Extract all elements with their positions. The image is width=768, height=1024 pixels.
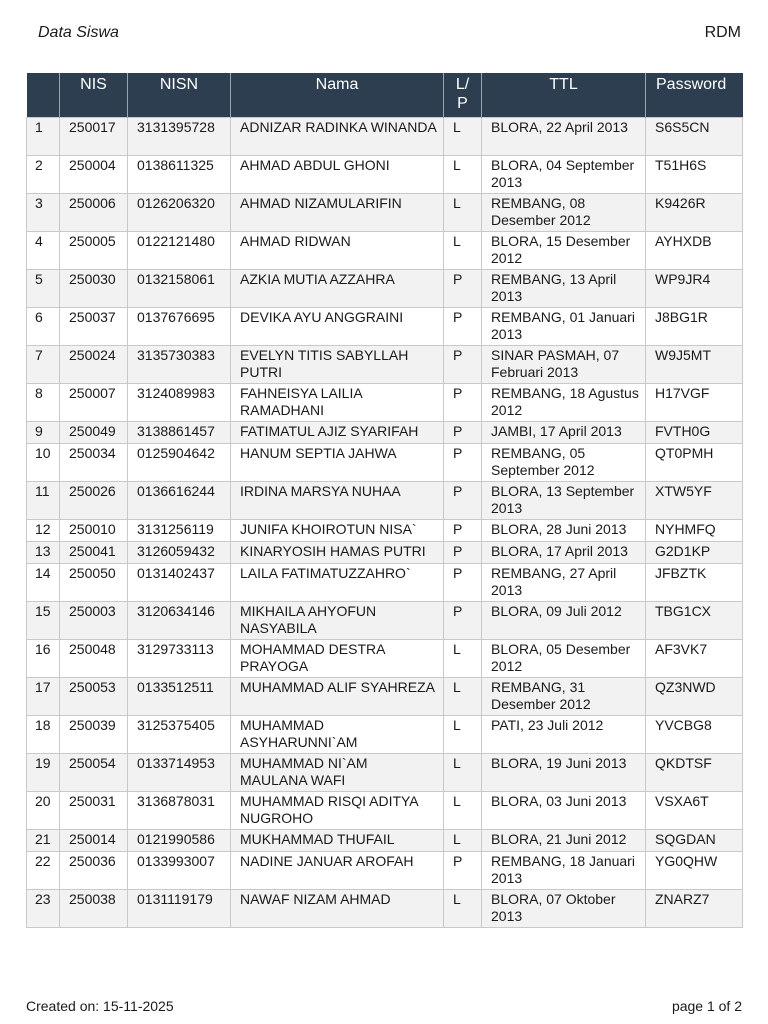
gender-cell: L: [444, 156, 482, 194]
nisn-cell: 0133714953: [128, 754, 231, 792]
table-row: [27, 270, 743, 308]
table-row: [27, 640, 743, 678]
password-cell: K9426R: [646, 194, 743, 232]
row-number-cell: 10: [27, 444, 60, 482]
birth-place-date-cell: JAMBI, 17 April 2013: [482, 422, 646, 444]
row-number-cell: 13: [27, 542, 60, 564]
gender-cell: P: [444, 422, 482, 444]
birth-place-date-cell: BLORA, 22 April 2013: [482, 118, 646, 156]
column-header-nis: NIS: [60, 73, 128, 118]
nis-cell: 250014: [60, 830, 128, 852]
row-number-cell: 15: [27, 602, 60, 640]
name-cell: MUHAMMAD ALIF SYAHREZA: [231, 678, 444, 716]
table-row: [27, 232, 743, 270]
row-number-cell: 17: [27, 678, 60, 716]
gender-cell: P: [444, 542, 482, 564]
table-row: [27, 194, 743, 232]
password-cell: YG0QHW: [646, 852, 743, 890]
nis-cell: 250053: [60, 678, 128, 716]
password-cell: JFBZTK: [646, 564, 743, 602]
gender-cell: P: [444, 346, 482, 384]
birth-place-date-cell: REMBANG, 05 September 2012: [482, 444, 646, 482]
row-number-cell: 7: [27, 346, 60, 384]
row-number-cell: 8: [27, 384, 60, 422]
created-on-text: Created on: 15-11-2025: [26, 998, 174, 1014]
name-cell: HANUM SEPTIA JAHWA: [231, 444, 444, 482]
name-cell: MIKHAILA AHYOFUN NASYABILA: [231, 602, 444, 640]
table-row: [27, 444, 743, 482]
birth-place-date-cell: BLORA, 05 Desember 2012: [482, 640, 646, 678]
gender-cell: P: [444, 444, 482, 482]
birth-place-date-cell: BLORA, 03 Juni 2013: [482, 792, 646, 830]
row-number-cell: 22: [27, 852, 60, 890]
gender-cell: L: [444, 194, 482, 232]
birth-place-date-cell: REMBANG, 27 April 2013: [482, 564, 646, 602]
nisn-cell: 3125375405: [128, 716, 231, 754]
gender-cell: P: [444, 602, 482, 640]
nisn-cell: 0132158061: [128, 270, 231, 308]
nisn-cell: 3120634146: [128, 602, 231, 640]
gender-cell: P: [444, 270, 482, 308]
nis-cell: 250017: [60, 118, 128, 156]
column-header-gender: [444, 73, 482, 118]
row-number-cell: 11: [27, 482, 60, 520]
password-cell: W9J5MT: [646, 346, 743, 384]
nis-cell: 250006: [60, 194, 128, 232]
name-cell: NADINE JANUAR AROFAH: [231, 852, 444, 890]
gender-cell: L: [444, 118, 482, 156]
row-number-cell: 12: [27, 520, 60, 542]
birth-place-date-cell: REMBANG, 01 Januari 2013: [482, 308, 646, 346]
nis-cell: 250031: [60, 792, 128, 830]
password-cell: WP9JR4: [646, 270, 743, 308]
nis-cell: 250003: [60, 602, 128, 640]
nis-cell: 250050: [60, 564, 128, 602]
nisn-cell: 3131256119: [128, 520, 231, 542]
nisn-cell: 0131402437: [128, 564, 231, 602]
table-row: [27, 346, 743, 384]
gender-cell: P: [444, 520, 482, 542]
row-number-cell: 16: [27, 640, 60, 678]
row-number-cell: 18: [27, 716, 60, 754]
nis-cell: 250037: [60, 308, 128, 346]
nisn-cell: 0125904642: [128, 444, 231, 482]
table-row: [27, 830, 743, 852]
gender-cell: P: [444, 308, 482, 346]
gender-cell: P: [444, 384, 482, 422]
nis-cell: 250049: [60, 422, 128, 444]
nis-cell: 250007: [60, 384, 128, 422]
birth-place-date-cell: BLORA, 17 April 2013: [482, 542, 646, 564]
nisn-cell: 0121990586: [128, 830, 231, 852]
table-row: [27, 422, 743, 444]
birth-place-date-cell: BLORA, 07 Oktober 2013: [482, 890, 646, 928]
nis-cell: 250010: [60, 520, 128, 542]
birth-place-date-cell: BLORA, 19 Juni 2013: [482, 754, 646, 792]
nisn-cell: 3129733113: [128, 640, 231, 678]
birth-place-date-cell: BLORA, 13 September 2013: [482, 482, 646, 520]
table-row: [27, 542, 743, 564]
nisn-cell: 0133512511: [128, 678, 231, 716]
birth-place-date-cell: PATI, 23 Juli 2012: [482, 716, 646, 754]
nisn-cell: 0122121480: [128, 232, 231, 270]
name-cell: MUHAMMAD ASYHARUNNI`AM: [231, 716, 444, 754]
gender-cell: L: [444, 792, 482, 830]
gender-cell: L: [444, 640, 482, 678]
password-cell: QKDTSF: [646, 754, 743, 792]
password-cell: YVCBG8: [646, 716, 743, 754]
row-number-cell: 9: [27, 422, 60, 444]
nis-cell: 250026: [60, 482, 128, 520]
password-cell: SQGDAN: [646, 830, 743, 852]
nisn-cell: 0126206320: [128, 194, 231, 232]
password-cell: VSXA6T: [646, 792, 743, 830]
nisn-cell: 0136616244: [128, 482, 231, 520]
table-row: [27, 678, 743, 716]
column-header-nama: Nama: [231, 73, 444, 118]
nis-cell: 250034: [60, 444, 128, 482]
password-cell: S6S5CN: [646, 118, 743, 156]
nisn-cell: 0138611325: [128, 156, 231, 194]
document-title: Data Siswa: [38, 24, 119, 41]
name-cell: AHMAD RIDWAN: [231, 232, 444, 270]
table-body: [27, 118, 743, 928]
nis-cell: 250004: [60, 156, 128, 194]
column-header-no: [27, 73, 60, 118]
student-table: [26, 73, 743, 928]
nisn-cell: 3136878031: [128, 792, 231, 830]
nis-cell: 250054: [60, 754, 128, 792]
name-cell: NAWAF NIZAM AHMAD: [231, 890, 444, 928]
password-cell: QT0PMH: [646, 444, 743, 482]
row-number-cell: 19: [27, 754, 60, 792]
column-header-ttl: TTL: [482, 73, 646, 118]
table-row: [27, 156, 743, 194]
name-cell: KINARYOSIH HAMAS PUTRI: [231, 542, 444, 564]
table-row: [27, 308, 743, 346]
password-cell: NYHMFQ: [646, 520, 743, 542]
page-number-text: page 1 of 2: [671, 998, 742, 1014]
name-cell: FAHNEISYA LAILIA RAMADHANI: [231, 384, 444, 422]
table-row: [27, 754, 743, 792]
password-cell: QZ3NWD: [646, 678, 743, 716]
birth-place-date-cell: BLORA, 21 Juni 2012: [482, 830, 646, 852]
password-cell: TBG1CX: [646, 602, 743, 640]
nisn-cell: 0131119179: [128, 890, 231, 928]
nisn-cell: 3131395728: [128, 118, 231, 156]
password-cell: J8BG1R: [646, 308, 743, 346]
nis-cell: 250038: [60, 890, 128, 928]
password-cell: ZNARZ7: [646, 890, 743, 928]
name-cell: LAILA FATIMATUZZAHRO`: [231, 564, 444, 602]
nisn-cell: 3124089983: [128, 384, 231, 422]
name-cell: MUKHAMMAD THUFAIL: [231, 830, 444, 852]
password-cell: FVTH0G: [646, 422, 743, 444]
gender-cell: P: [444, 852, 482, 890]
password-cell: H17VGF: [646, 384, 743, 422]
name-cell: MUHAMMAD RISQI ADITYA NUGROHO: [231, 792, 444, 830]
password-cell: XTW5YF: [646, 482, 743, 520]
header-right-label: RDM: [704, 24, 741, 41]
nisn-cell: 0137676695: [128, 308, 231, 346]
name-cell: EVELYN TITIS SABYLLAH PUTRI: [231, 346, 444, 384]
table-row: [27, 852, 743, 890]
name-cell: MUHAMMAD NI`AM MAULANA WAFI: [231, 754, 444, 792]
row-number-cell: 6: [27, 308, 60, 346]
row-number-cell: 23: [27, 890, 60, 928]
name-cell: JUNIFA KHOIROTUN NISA`: [231, 520, 444, 542]
table-row: [27, 716, 743, 754]
birth-place-date-cell: BLORA, 09 Juli 2012: [482, 602, 646, 640]
birth-place-date-cell: REMBANG, 18 Agustus 2012: [482, 384, 646, 422]
row-number-cell: 5: [27, 270, 60, 308]
row-number-cell: 4: [27, 232, 60, 270]
name-cell: AHMAD NIZAMULARIFIN: [231, 194, 444, 232]
gender-cell: P: [444, 564, 482, 602]
birth-place-date-cell: REMBANG, 31 Desember 2012: [482, 678, 646, 716]
name-cell: AHMAD ABDUL GHONI: [231, 156, 444, 194]
table-row: [27, 482, 743, 520]
nis-cell: 250024: [60, 346, 128, 384]
gender-cell: P: [444, 482, 482, 520]
row-number-cell: 3: [27, 194, 60, 232]
name-cell: FATIMATUL AJIZ SYARIFAH: [231, 422, 444, 444]
gender-cell: L: [444, 754, 482, 792]
nis-cell: 250048: [60, 640, 128, 678]
row-number-cell: 20: [27, 792, 60, 830]
table-header-row: [27, 73, 743, 118]
gender-cell: L: [444, 830, 482, 852]
nisn-cell: 3126059432: [128, 542, 231, 564]
row-number-cell: 14: [27, 564, 60, 602]
nis-cell: 250039: [60, 716, 128, 754]
row-number-cell: 2: [27, 156, 60, 194]
birth-place-date-cell: REMBANG, 08 Desember 2012: [482, 194, 646, 232]
name-cell: AZKIA MUTIA AZZAHRA: [231, 270, 444, 308]
nis-cell: 250005: [60, 232, 128, 270]
gender-header-text: L/ P: [455, 76, 470, 112]
nisn-cell: 0133993007: [128, 852, 231, 890]
gender-cell: L: [444, 890, 482, 928]
column-header-nisn: NISN: [128, 73, 231, 118]
table-row: [27, 792, 743, 830]
birth-place-date-cell: SINAR PASMAH, 07 Februari 2013: [482, 346, 646, 384]
password-cell: AYHXDB: [646, 232, 743, 270]
name-cell: ADNIZAR RADINKA WINANDA: [231, 118, 444, 156]
gender-cell: L: [444, 232, 482, 270]
name-cell: MOHAMMAD DESTRA PRAYOGA: [231, 640, 444, 678]
table-row: [27, 602, 743, 640]
row-number-cell: 21: [27, 830, 60, 852]
table-row: [27, 890, 743, 928]
nis-cell: 250041: [60, 542, 128, 564]
nisn-cell: 3138861457: [128, 422, 231, 444]
birth-place-date-cell: BLORA, 04 September 2013: [482, 156, 646, 194]
table-row: [27, 520, 743, 542]
password-cell: T51H6S: [646, 156, 743, 194]
birth-place-date-cell: REMBANG, 18 Januari 2013: [482, 852, 646, 890]
column-header-password: Password: [646, 73, 743, 118]
birth-place-date-cell: REMBANG, 13 April 2013: [482, 270, 646, 308]
gender-cell: L: [444, 678, 482, 716]
password-cell: G2D1KP: [646, 542, 743, 564]
table-row: [27, 118, 743, 156]
table-row: [27, 564, 743, 602]
row-number-cell: 1: [27, 118, 60, 156]
name-cell: DEVIKA AYU ANGGRAINI: [231, 308, 444, 346]
nis-cell: 250036: [60, 852, 128, 890]
birth-place-date-cell: BLORA, 15 Desember 2012: [482, 232, 646, 270]
nisn-cell: 3135730383: [128, 346, 231, 384]
table-row: [27, 384, 743, 422]
password-cell: AF3VK7: [646, 640, 743, 678]
name-cell: IRDINA MARSYA NUHAA: [231, 482, 444, 520]
gender-cell: L: [444, 716, 482, 754]
birth-place-date-cell: BLORA, 28 Juni 2013: [482, 520, 646, 542]
nis-cell: 250030: [60, 270, 128, 308]
